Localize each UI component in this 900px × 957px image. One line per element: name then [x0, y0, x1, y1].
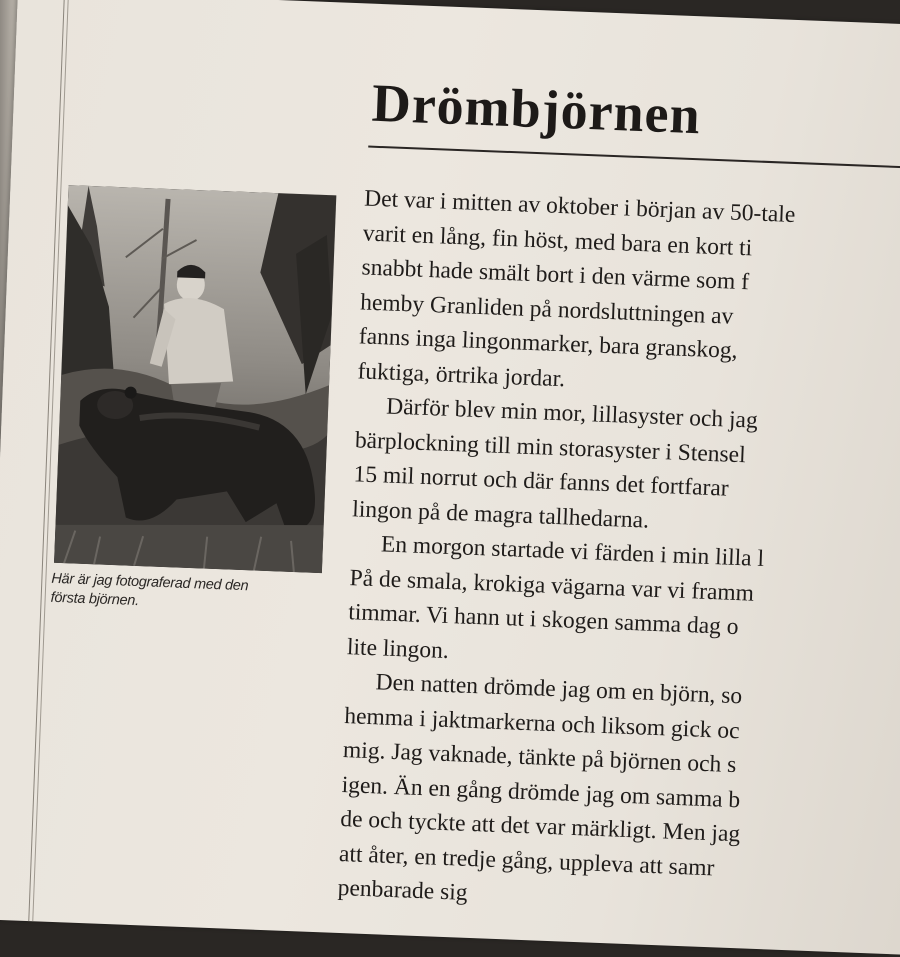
text-line: de och tyckte att det var märkligt. Men jag [339, 805, 741, 848]
text-line: lingon på de magra tallhedarna. [351, 495, 650, 534]
text-line: snabbt hade smält bort i den värme som f [361, 254, 750, 296]
text-line: varit en lång, fin höst, med bara en kort ti [362, 219, 753, 261]
text-line: igen. Än en gång drömde jag om samma b [341, 771, 741, 813]
text-line: fuktiga, örtrika jordar. [357, 357, 566, 392]
text-line: Den natten drömde jag om en björn, so [375, 669, 743, 710]
text-line: fanns inga lingonmarker, bara granskog, [358, 323, 739, 364]
caption-line: Här är jag fotograferad med den [51, 570, 249, 595]
text-line: att åter, en tredje gång, uppleva att samr [338, 840, 715, 881]
article-body [337, 181, 900, 929]
text-line: mig. Jag vaknade, tänkte på björnen och s [342, 737, 737, 779]
text-line: 15 mil norrut och där fanns det fortfarar [353, 461, 730, 502]
caption-line: första björnen. [50, 589, 140, 610]
text-line: En morgon startade vi färden i min lilla l [380, 531, 765, 573]
bear-photo-image [54, 185, 336, 573]
photo-caption [50, 570, 331, 619]
title-rule [368, 146, 900, 171]
text-line: hemma i jaktmarkerna och liksom gick oc [343, 702, 741, 744]
text-line: penbarade sig [337, 874, 469, 906]
text-line: Därför blev min mor, lillasyster och jag [385, 393, 759, 434]
bear-photo [54, 185, 336, 573]
text-line: timmar. Vi hann ut i skogen samma dag o [347, 599, 740, 641]
text-line: hemby Granliden på nordsluttningen av [359, 288, 734, 330]
text-line: På de smala, krokiga vägarna var vi framm [349, 564, 755, 607]
chapter-title: Drömbjörnen [370, 72, 702, 146]
text-line: lite lingon. [346, 633, 450, 664]
text-line: Det var i mitten av oktober i början av 50-tale [363, 185, 796, 228]
text-line: bärplockning till min storasyster i Stensel [354, 426, 747, 468]
